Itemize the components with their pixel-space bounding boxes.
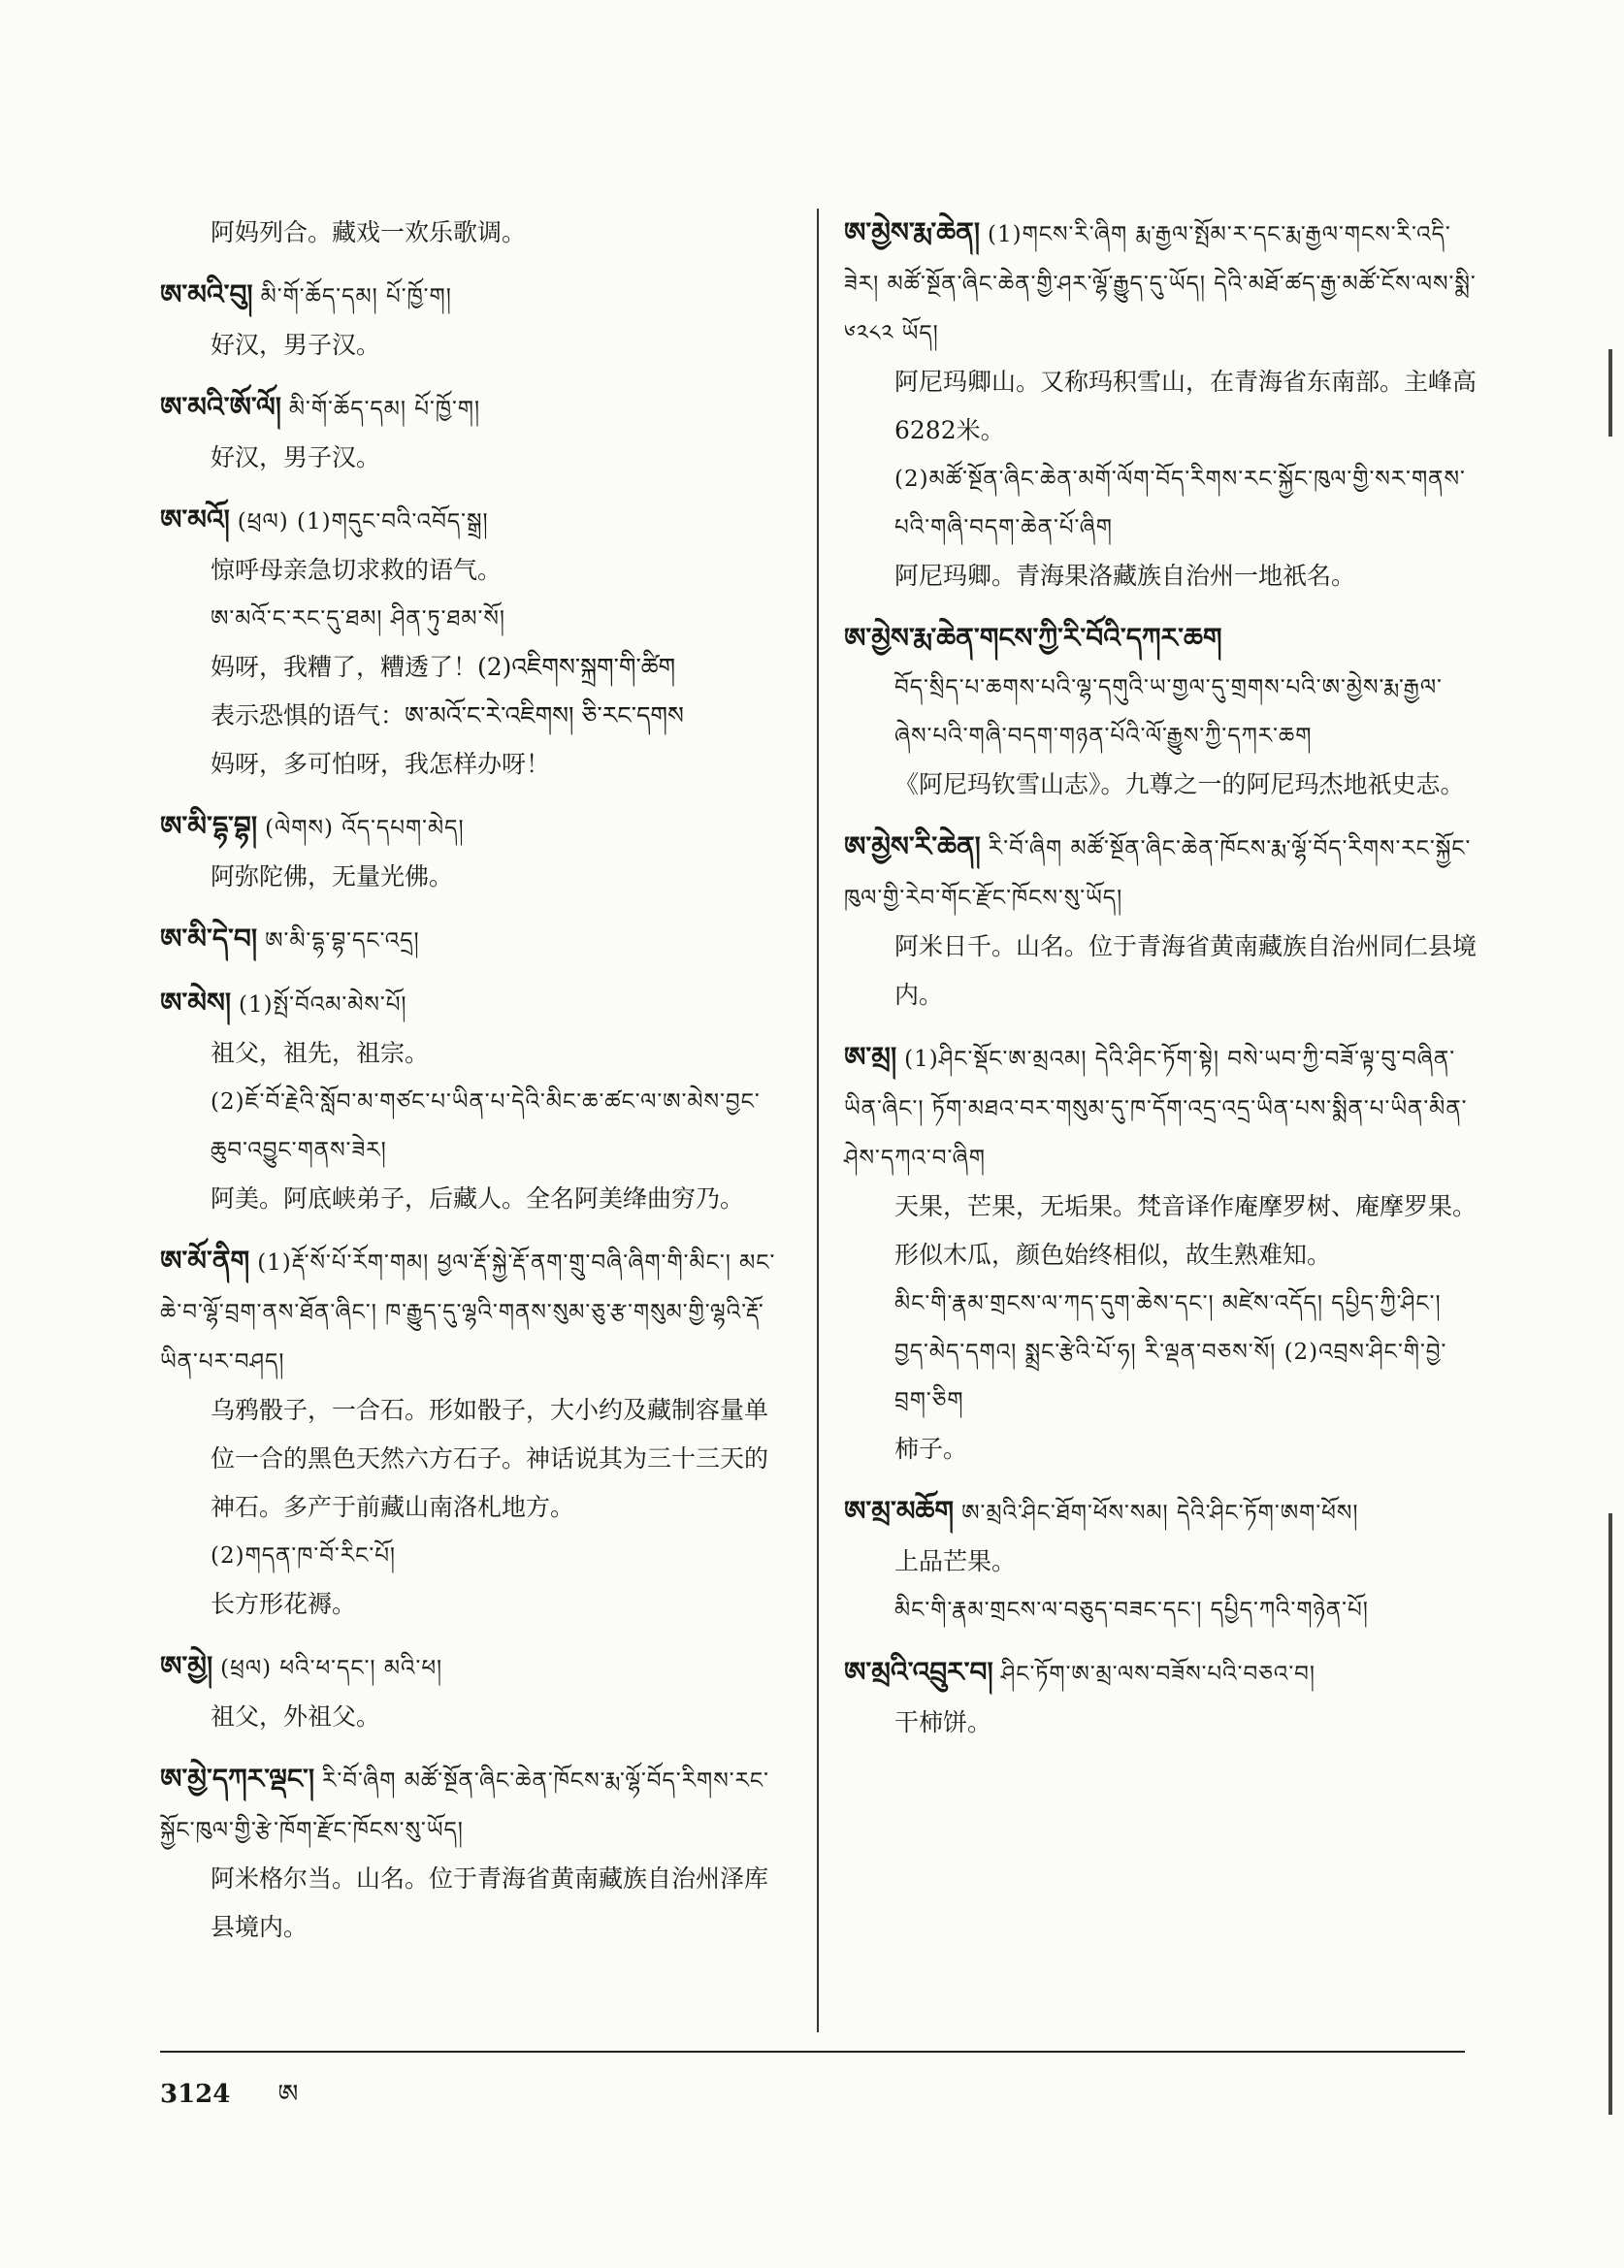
dictionary-entry bbox=[844, 823, 1479, 1020]
footer-rule bbox=[160, 2051, 1465, 2053]
entry-chinese: 祖父，祖先，祖宗。 bbox=[211, 1039, 430, 1067]
entry-chinese: 上品芒果。 bbox=[894, 1547, 1017, 1575]
entry-chinese-sense2: 柿子。 bbox=[894, 1435, 968, 1463]
section-letter: ཨ bbox=[277, 2080, 299, 2109]
entry-headword: ཨ་མྱེ། bbox=[160, 1650, 213, 1682]
dictionary-entry bbox=[160, 383, 791, 482]
dictionary-entry bbox=[160, 1237, 791, 1629]
column-divider bbox=[817, 209, 819, 2032]
entry-chinese: 阿米格尔当。山名。位于青海省黄南藏族自治州泽库县境内。 bbox=[211, 1864, 769, 1941]
entry-tibetan: རི་བོ་ཞིག མཚོ་སྔོན་ཞིང་ཆེན་ཁོངས་རྨ་ལྷོ་བོད་རིགས་རང་སྐྱོང་ཁུལ་གྱི་རྩེ་ཁོག་རྫོང་ཁོངས་སུ་ཡོད། bbox=[160, 1768, 769, 1843]
entry-tibetan: (1)གངས་རི་ཞིག རྨ་རྒྱལ་སྤོམ་ར་དང་རྨ་རྒྱལ་གངས་རི་འདི་ཟེར། མཚོ་སྔོན་ཞིང་ཆེན་གྱི་ཤར་ལྷོ་རྒྱུད་དུ་ཡོད། དེའི་མཐོ་ཚད་རྒྱ་མཚོ་ངོས་ལས་སྨི་ ༦༢༨༢ ཡོད། bbox=[844, 222, 1477, 346]
entry-chinese: 好汉，男子汉。 bbox=[211, 443, 381, 471]
entry-tibetan-example: ཨ་མའོ་ང་རང་དུ་ཐམ། ཤིན་ཏུ་ཐམ་སོ། bbox=[211, 606, 505, 632]
entry-tibetan: (ཕྲལ) (1)གདུང་བའི་འབོད་སྒྲ། bbox=[237, 509, 489, 535]
entry-headword: ཨ་མི་དེ་བ། bbox=[160, 923, 258, 955]
continuation-text: 阿妈列合。藏戏一欢乐歌调。 bbox=[211, 218, 527, 246]
entry-chinese-sense2: 表示恐惧的语气：ཨ་མའོ་ང་རེ་འཇིགས། ཅི་རང་དགས bbox=[211, 701, 684, 729]
dictionary-entry bbox=[844, 614, 1479, 809]
entry-tibetan-sense2: (2)གདན་ཁ་བོ་རིང་པོ། bbox=[211, 1543, 397, 1569]
dictionary-entry bbox=[160, 1755, 791, 1952]
dictionary-entry bbox=[160, 915, 791, 965]
entry-chinese: 天果，芒果，无垢果。梵音译作庵摩罗树、庵摩罗果。形似木瓜，颜色始终相似，故生熟难知。 bbox=[894, 1192, 1478, 1269]
right-column bbox=[844, 209, 1479, 1761]
entry-tibetan-synonyms: མིང་གི་རྣམ་གྲངས་ལ་བཅུད་བཟང་དང་། དཔྱིད་ཀའི་གཉེན་པོ། bbox=[894, 1598, 1369, 1623]
entry-tibetan-sense2: (2)ཇོ་བོ་རྗེའི་སློབ་མ་གཙང་པ་ཡིན་པ་དེའི་མིང་ཆ་ཚང་ལ་ཨ་མེས་བྱང་ཆུབ་འབྱུང་གནས་ཟེར། bbox=[211, 1089, 761, 1163]
entry-headword: ཨ་མའི་བུ། bbox=[160, 278, 253, 310]
entry-tibetan: (ལེགས) འོད་དཔག་མེད། bbox=[265, 816, 465, 841]
dictionary-entry bbox=[160, 1642, 791, 1741]
dictionary-entry bbox=[160, 802, 791, 901]
entry-headword: ཨ་མྱེས་རྨ་ཆེན་གངས་ཀྱི་རི་བོའི་དཀར་ཆག bbox=[844, 622, 1222, 654]
entry-tibetan: (1)ཤིང་སྡོང་ཨ་མྲའམ། དེའི་ཤིང་ཏོག་སྟེ། བསེ་ཡབ་ཀྱི་བཟོ་ལྟ་བུ་བཞིན་ཡིན་ཞིང་། ཏོག་མཐའ་བར་གསུམ་དུ་ཁ་དོག་འདྲ་འདྲ་ཡིན་པས་སྨིན་པ་ཡིན་མིན་ཤེས་དཀའ་བ་ཞིག bbox=[844, 1047, 1468, 1171]
entry-headword: ཨ་མྱེས་རི་ཆེན། bbox=[844, 830, 981, 862]
entry-chinese-sense2: 阿尼玛卿。青海果洛藏族自治州一地祇名。 bbox=[894, 562, 1356, 590]
dictionary-entry bbox=[160, 271, 791, 370]
entry-chinese: 惊呼母亲急切求救的语气。 bbox=[211, 556, 503, 584]
entry-chinese: 乌鸦骰子，一合石。形如骰子，大小约及藏制容量单位一合的黑色天然六方石子。神话说其为三十三天的神石。多产于前藏山南洛札地方。 bbox=[211, 1396, 769, 1521]
page-footer bbox=[160, 2066, 298, 2137]
entry-tibetan: ཤིང་ཏོག་ཨ་མྲ་ལས་བཟོས་པའི་བཅའ་བ། bbox=[1000, 1662, 1316, 1687]
dictionary-entry bbox=[160, 979, 791, 1223]
scan-edge-mark bbox=[1608, 349, 1612, 437]
dictionary-entry bbox=[160, 496, 791, 789]
entry-chinese: 《阿尼玛钦雪山志》。九尊之一的阿尼玛杰地祇史志。 bbox=[894, 770, 1465, 798]
entry-headword: ཨ་མི་དྷ་བྷ། bbox=[160, 810, 258, 842]
entry-headword: ཨ་མོ་ནིག bbox=[160, 1245, 250, 1277]
entry-tibetan: ཨ་མི་དྷ་བྷ་དང་འདྲ། bbox=[265, 928, 420, 954]
entry-headword: ཨ་མའོ། bbox=[160, 503, 230, 535]
page-number: 3124 bbox=[160, 2080, 231, 2109]
entry-tibetan-sense2: (2)མཚོ་སྔོན་ཞིང་ཆེན་མགོ་ལོག་བོད་རིགས་རང་སྐྱོང་ཁུལ་གྱི་སར་གནས་པའི་གཞི་བདག་ཆེན་པོ་ཞིག bbox=[894, 467, 1466, 540]
entry-chinese: 阿米日千。山名。位于青海省黄南藏族自治州同仁县境内。 bbox=[894, 932, 1478, 1009]
entry-headword: ཨ་མྲ། bbox=[844, 1041, 897, 1073]
entry-headword: ཨ་མྲའི་འབྲུར་བ། bbox=[844, 1656, 993, 1688]
dictionary-entry bbox=[844, 209, 1479, 600]
entry-chinese: 好汉，男子汉。 bbox=[211, 331, 381, 359]
entry-chinese: 祖父，外祖父。 bbox=[211, 1702, 381, 1731]
entry-tibetan-sense2: མིང་གི་རྣམ་གྲངས་ལ་ཀད་དུག་ཆེས་དང་། མཛེས་འདོད། དཔྱིད་ཀྱི་ཤིང་། བྱད་མེད་དགའ། སྨྲང་རྩེའི་པོ་ཧ། རི་ལྡན་བཅས་སོ། (2)འབྲས་ཤིང་གི་བྱེ་བྲག་ཅིག bbox=[894, 1291, 1447, 1413]
entry-tibetan: (1)སྤོ་བོའམ་མེས་པོ། bbox=[239, 992, 407, 1018]
entry-headword: ཨ་མྲ་མཆོག bbox=[844, 1495, 955, 1527]
entry-headword: ཨ་མྱེ་དཀར་ལྡང་། bbox=[160, 1763, 315, 1795]
entry-chinese-example2: 妈呀，多可怕呀，我怎样办呀！ bbox=[211, 750, 551, 778]
entry-tibetan: ཨ་མྲའི་ཤིང་ཐོག་ཕོས་སམ། དེའི་ཤིང་ཏོག་ཨག་ཕོས། bbox=[961, 1501, 1359, 1526]
entry-chinese: 阿弥陀佛，无量光佛。 bbox=[211, 862, 454, 891]
entry-tibetan: མི་གོ་ཆོད་དམ། པོ་ཁྱོ་ག། bbox=[260, 284, 452, 309]
entry-chinese-sense2: 阿美。阿底峡弟子，后藏人。全名阿美绛曲穷乃。 bbox=[211, 1184, 745, 1213]
entry-chinese-example: 妈呀，我糟了，糟透了！(2)འཇིགས་སྐྲག་གི་ཚིག bbox=[211, 653, 676, 681]
entry-headword: ཨ་མའི་ཨོ་ལོ། bbox=[160, 391, 281, 423]
entry-tibetan: རི་བོ་ཞིག མཚོ་སྔོན་ཞིང་ཆེན་ཁོངས་རྨ་ལྷོ་བོད་རིགས་རང་སྐྱོང་ཁུལ་གྱི་རེབ་གོང་རྫོང་ཁོངས་སུ་ཡོད། bbox=[844, 836, 1472, 911]
dictionary-entry bbox=[844, 1033, 1479, 1474]
entry-chinese-sense2: 长方形花褥。 bbox=[211, 1590, 357, 1618]
entry-chinese: 阿尼玛卿山。又称玛积雪山，在青海省东南部。主峰高6282米。 bbox=[894, 368, 1478, 444]
entry-chinese: 干柿饼。 bbox=[894, 1708, 992, 1736]
left-column bbox=[160, 209, 791, 1965]
entry-tibetan: མི་གོ་ཆོད་དམ། པོ་ཁྱོ་ག། bbox=[288, 397, 481, 422]
scan-edge-mark bbox=[1608, 1513, 1612, 2115]
entry-tibetan: (ཕྲལ) ཕའི་ཕ་དང་། མའི་ཕ། bbox=[220, 1656, 443, 1681]
dictionary-entry bbox=[844, 1648, 1479, 1747]
entry-headword: ཨ་མྱེས་རྨ་ཆེན། bbox=[844, 216, 981, 248]
entry-headword: ཨ་མེས། bbox=[160, 987, 232, 1019]
entry-tibetan: (1)རྡོ་སོ་པོ་རོག་གམ། ཕྱལ་རྡོ་སྐྱེ་རྡོ་ནག་གྲུ་བཞི་ཞིག་གི་མིང་། མང་ཆེ་བ་ལྷོ་བྲག་ནས་ཐོན་ཞིང་། ཁ་རྒྱུད་དུ་ལྷའི་གནས་སུམ་ཅུ་རྩ་གསུམ་གྱི་ལྷའི་རྡོ་ཡིན་པར་བཤད། bbox=[160, 1250, 776, 1375]
dictionary-entry bbox=[844, 1487, 1479, 1635]
entry-tibetan: བོད་སྲིད་པ་ཆགས་པའི་ལྷ་དགུའི་ཡ་གྱལ་དུ་གྲགས་པའི་ཨ་མྱེས་རྨ་རྒྱལ་ཞེས་པའི་གཞི་བདག་གཉན་པོའི་ལོ་རྒྱུས་ཀྱི་དཀར་ཆག bbox=[894, 675, 1443, 749]
